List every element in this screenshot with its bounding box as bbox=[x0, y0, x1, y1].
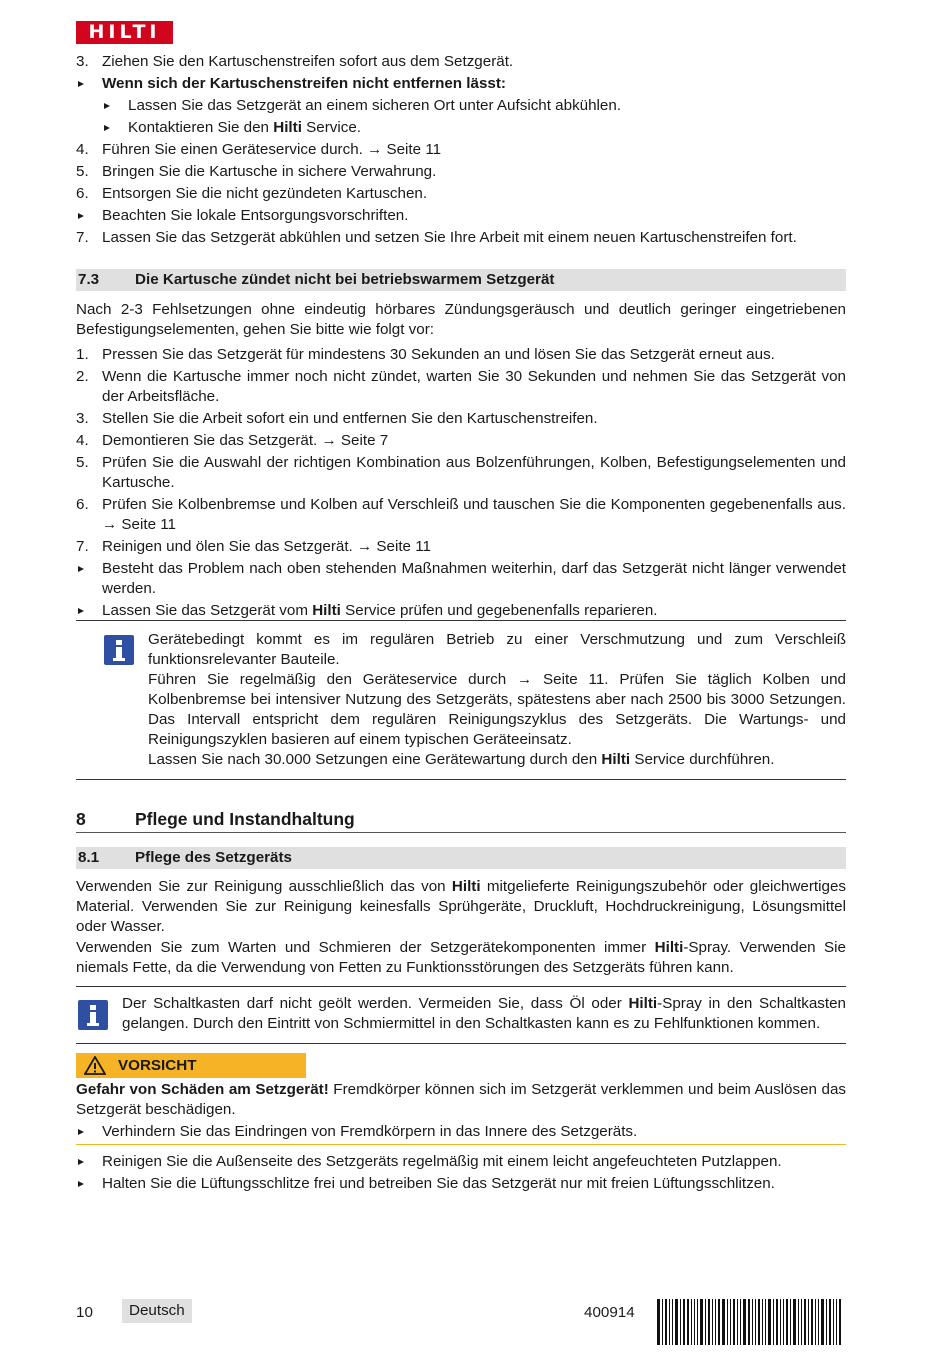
barcode-bar bbox=[776, 1299, 778, 1345]
list-item: 3. Ziehen Sie den Kartuschenstreifen sofort aus dem Setzgerät. bbox=[76, 53, 514, 70]
barcode-bar bbox=[780, 1299, 781, 1345]
barcode-bar bbox=[839, 1299, 841, 1345]
barcode-bar bbox=[718, 1299, 720, 1345]
barcode-bar bbox=[768, 1299, 771, 1345]
page-number: 10 bbox=[76, 1304, 93, 1321]
barcode-bar bbox=[748, 1299, 750, 1345]
bullet-item: Halten Sie die Lüftungsschlitze frei und betreiben Sie das Setzgerät nur mit freien Lüftungsschlitzen. bbox=[76, 1174, 846, 1194]
barcode-bar bbox=[783, 1299, 784, 1345]
barcode-bar bbox=[705, 1299, 706, 1345]
barcode-bar bbox=[737, 1299, 738, 1345]
info-icon bbox=[104, 635, 134, 665]
list-item: 2. Wenn die Kartusche immer noch nicht zündet, warten Sie 30 Sekunden und nehmen Sie das Setzgerät von der Arbeitsfläche. bbox=[76, 368, 846, 405]
barcode-bar bbox=[758, 1299, 760, 1345]
barcode-bar bbox=[657, 1299, 660, 1345]
barcode-bar bbox=[740, 1299, 741, 1345]
list-item: 3. Stellen Sie die Arbeit sofort ein und entfernen Sie den Kartuschenstreifen. bbox=[76, 410, 598, 427]
list-item: 5. Prüfen Sie die Auswahl der richtigen Kombination aus Bolzenführungen, Kolben, Befestigungselementen und Kartusche. bbox=[76, 454, 846, 491]
bullet-item: Lassen Sie das Setzgerät vom Hilti Service prüfen und gegebenenfalls reparieren. bbox=[76, 601, 846, 621]
note-text: Gerätebedingt kommt es im regulären Betrieb zu einer Verschmutzung und zum Verschleiß funktionsrelevanter Bauteile. Führen Sie regelmäßig den Geräteservice durch → Seite 11. Prüfen Sie täglich Kolben und Kolbenbremse bei intensiver Nutzung des Setzgeräts, spätestens aber nach 2500 bis 3000 Setzungen. Das Intervall entspricht dem regulären Reinigungszyklus des Setzgeräts. Die Wartungs- und Reinigungszyklen basieren auf einem typischen Geräteeinsatz. Lassen Sie nach 30.000 Setzungen eine Gerätewartung durch den Hilti Service durchführen. bbox=[148, 631, 846, 768]
bullet-arrow-icon bbox=[78, 1129, 84, 1135]
barcode-bar bbox=[765, 1299, 766, 1345]
section-heading-8-1: 8.1 Pflege des Setzgeräts bbox=[76, 847, 846, 869]
sub-list-item: Lassen Sie das Setzgerät an einem sicheren Ort unter Aufsicht abkühlen. bbox=[76, 96, 846, 116]
barcode-bar bbox=[672, 1299, 673, 1345]
barcode-bar bbox=[752, 1299, 753, 1345]
warning-body bbox=[76, 1080, 846, 1145]
section-7-3-body bbox=[76, 300, 846, 621]
bullet-item: Besteht das Problem nach oben stehenden Maßnahmen weiterhin, darf das Setzgerät nicht länger verwendet werden. bbox=[76, 559, 846, 599]
document-code: 400914 bbox=[584, 1304, 635, 1321]
warning-triangle-icon bbox=[84, 1056, 106, 1075]
warning-label: VORSICHT bbox=[76, 1053, 306, 1078]
final-bullets bbox=[76, 1152, 846, 1194]
barcode-bar bbox=[669, 1299, 670, 1345]
list-item: 4. Demontieren Sie das Setzgerät. → Seite 7 bbox=[76, 432, 389, 449]
bullet-arrow-icon bbox=[78, 608, 84, 614]
barcode bbox=[657, 1299, 845, 1345]
barcode-bar bbox=[680, 1299, 681, 1345]
barcode-bar bbox=[801, 1299, 802, 1345]
bullet-arrow-icon bbox=[78, 213, 84, 219]
barcode-bar bbox=[755, 1299, 756, 1345]
intro-paragraph: Nach 2-3 Fehlsetzungen ohne eindeutig hörbares Zündungsgeräusch und deutlich geringer eingetriebenen Befestigungselementen, gehen Sie bitte wie folgt vor: bbox=[76, 301, 846, 338]
bullet-arrow-icon bbox=[104, 103, 110, 109]
barcode-bar bbox=[700, 1299, 703, 1345]
chapter-heading-8: 8 Pflege und Instandhaltung bbox=[76, 806, 846, 833]
barcode-bar bbox=[790, 1299, 791, 1345]
section-heading-7-3: 7.3 Die Kartusche zündet nicht bei betriebswarmem Setzgerät bbox=[76, 269, 846, 291]
list-item: 6. Entsorgen Sie die nicht gezündeten Kartuschen. bbox=[76, 185, 428, 202]
barcode-bar bbox=[687, 1299, 689, 1345]
barcode-bar bbox=[762, 1299, 763, 1345]
barcode-bar bbox=[683, 1299, 685, 1345]
barcode-bar bbox=[697, 1299, 698, 1345]
list-item: 1. Pressen Sie das Setzgerät für mindestens 30 Sekunden an und lösen Sie das Setzgerät erneut aus. bbox=[76, 346, 775, 363]
paragraph: Verwenden Sie zur Reinigung ausschließlich das von Hilti mitgelieferte Reinigungszubehör oder gleichwertiges Material. Verwenden Sie zur Reinigung keinesfalls Sprühgeräte, Druckluft, Hochdruckreinigung, Lösungsmittel oder Wasser. bbox=[76, 878, 846, 935]
barcode-bar bbox=[722, 1299, 725, 1345]
paragraph: Verwenden Sie zum Warten und Schmieren der Setzgerätekomponenten immer Hilti-Spray. Verwenden Sie niemals Fette, da die Verwendung von Fetten zu Funktionsstörungen des Setzgeräts führen kann. bbox=[76, 939, 846, 976]
barcode-bar bbox=[743, 1299, 746, 1345]
barcode-bar bbox=[833, 1299, 834, 1345]
list-item: 7. Reinigen und ölen Sie das Setzgerät. → Seite 11 bbox=[76, 538, 431, 555]
bullet-arrow-icon bbox=[104, 125, 110, 131]
bullet-item: Reinigen Sie die Außenseite des Setzgeräts regelmäßig mit einem leicht angefeuchteten Putzlappen. bbox=[76, 1152, 846, 1172]
barcode-bar bbox=[808, 1299, 809, 1345]
info-icon bbox=[78, 1000, 108, 1030]
list-item: 7. Lassen Sie das Setzgerät abkühlen und setzen Sie Ihre Arbeit mit einem neuen Kartuschenstreifen fort. bbox=[76, 229, 797, 246]
condition-item: Wenn sich der Kartuschenstreifen nicht entfernen lässt: bbox=[76, 74, 846, 94]
barcode-bar bbox=[675, 1299, 678, 1345]
barcode-bar bbox=[662, 1299, 663, 1345]
top-steps bbox=[76, 52, 846, 248]
barcode-bar bbox=[804, 1299, 806, 1345]
bullet-arrow-icon bbox=[78, 566, 84, 572]
barcode-bar bbox=[815, 1299, 816, 1345]
barcode-bar bbox=[786, 1299, 788, 1345]
bullet-arrow-icon bbox=[78, 1159, 84, 1165]
barcode-bar bbox=[773, 1299, 774, 1345]
bullet-arrow-icon bbox=[78, 1181, 84, 1187]
barcode-bar bbox=[798, 1299, 799, 1345]
sub-list-item: Kontaktieren Sie den Hilti Service. bbox=[76, 118, 846, 138]
barcode-bar bbox=[708, 1299, 710, 1345]
barcode-bar bbox=[836, 1299, 837, 1345]
barcode-bar bbox=[694, 1299, 695, 1345]
language-badge: Deutsch bbox=[122, 1299, 192, 1323]
barcode-bar bbox=[733, 1299, 735, 1345]
barcode-bar bbox=[829, 1299, 831, 1345]
barcode-bar bbox=[818, 1299, 819, 1345]
info-note-switchbox bbox=[76, 986, 846, 1044]
barcode-bar bbox=[811, 1299, 813, 1345]
barcode-bar bbox=[712, 1299, 713, 1345]
barcode-bar bbox=[715, 1299, 716, 1345]
barcode-bar bbox=[730, 1299, 731, 1345]
info-note-maintenance bbox=[76, 620, 846, 780]
bullet-arrow-icon bbox=[78, 81, 84, 87]
section-8-1-body bbox=[76, 877, 846, 978]
barcode-bar bbox=[665, 1299, 667, 1345]
list-item: 6. Prüfen Sie Kolbenbremse und Kolben auf Verschleiß und tauschen Sie die Komponenten gegebenenfalls aus. → Seite 11 bbox=[76, 496, 846, 533]
barcode-bar bbox=[727, 1299, 728, 1345]
warning-text: Gefahr von Schäden am Setzgerät! Fremdkörper können sich im Setzgerät verklemmen und beim Auslösen das Setzgerät beschädigen. bbox=[76, 1081, 846, 1118]
barcode-bar bbox=[793, 1299, 796, 1345]
list-item: 5. Bringen Sie die Kartusche in sichere Verwahrung. bbox=[76, 163, 437, 180]
barcode-bar bbox=[691, 1299, 692, 1345]
bullet-item: Beachten Sie lokale Entsorgungsvorschriften. bbox=[76, 206, 846, 226]
bullet-item: Verhindern Sie das Eindringen von Fremdkörpern in das Innere des Setzgeräts. bbox=[76, 1122, 846, 1142]
list-item: 4. Führen Sie einen Geräteservice durch. → Seite 11 bbox=[76, 141, 442, 158]
barcode-bar bbox=[821, 1299, 824, 1345]
note-text: Der Schaltkasten darf nicht geölt werden. Vermeiden Sie, dass Öl oder Hilti-Spray in den Schaltkasten gelangen. Durch den Eintritt von Schmiermittel in den Schaltkasten kann es zu Fehlfunktionen kommen. bbox=[122, 995, 846, 1032]
barcode-bar bbox=[826, 1299, 827, 1345]
hilti-logo: HILTI bbox=[76, 21, 173, 44]
